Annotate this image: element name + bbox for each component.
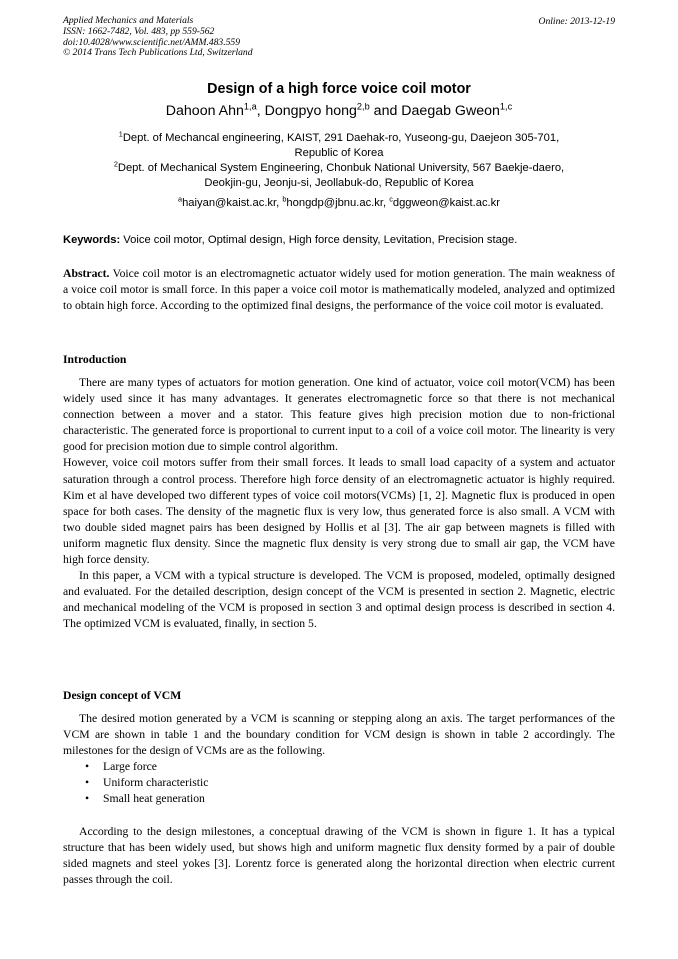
- email-address[interactable]: hongdp@jbnu.ac.kr: [286, 197, 383, 209]
- affiliation-sup: 1: [118, 129, 123, 139]
- online-date: Online: 2013-12-19: [538, 16, 615, 27]
- milestone-list: [63, 759, 615, 807]
- author-list: [0, 103, 678, 119]
- affiliation-2: [63, 161, 615, 191]
- abstract: [63, 266, 615, 314]
- introduction-body: [63, 375, 615, 633]
- affiliation-line: Dept. of Mechanical System Engineering, Chonbuk National University, 567 Baekje-daero,: [117, 162, 565, 174]
- journal-copyright: © 2014 Trans Tech Publications Ltd, Switzerland: [63, 47, 253, 59]
- email-address[interactable]: haiyan@kaist.ac.kr: [182, 197, 277, 209]
- list-item: • Small heat generation: [63, 791, 615, 807]
- keywords: [63, 234, 615, 246]
- affiliation-line: Dept. of Mechancal engineering, KAIST, 291 Daehak-ro, Yuseong-gu, Daejeon 305-701,: [122, 132, 560, 144]
- journal-doi[interactable]: doi:10.4028/www.scientific.net/AMM.483.559: [63, 36, 241, 48]
- paper-title: Design of a high force voice coil motor: [207, 81, 471, 97]
- design-concept-body-2: [63, 824, 615, 888]
- email-sup: a: [178, 194, 183, 204]
- email-sup: b: [282, 194, 287, 204]
- journal-header: [63, 16, 253, 59]
- list-item: • Large force: [63, 759, 615, 775]
- keywords-text: Voice coil motor, Optimal design, High force density, Levitation, Precision stage.: [120, 234, 518, 246]
- author-name: Dongpyo hong: [264, 103, 357, 119]
- email-separator: ,: [276, 197, 283, 209]
- author-name: Dahoon Ahn: [165, 103, 244, 119]
- abstract-label: Abstract.: [63, 267, 110, 280]
- author-separator: ,: [256, 103, 265, 119]
- design-concept-body: [63, 711, 615, 808]
- author-separator: and: [369, 103, 402, 119]
- paragraph: However, voice coil motors suffer from their small forces. It leads to small load capacity of a system and actuator saturation through a control process. Therefore high force density of an electromagnetic actuator is highly required. Kim et al have developed two different types of voice coil motors(VCMs) [1, 2]. Magnetic flux is produced in open space for both cases. The density of the magnetic flux is very low, thus generated force is also small. A VCM with two double sided magnet pairs has been designed by Hollis et al [3]. The air gap between magnets is filled with uniform magnetic flux density. Since the magnetic flux density is very strong due to small air gap, the VCM have high force density.: [63, 456, 615, 567]
- author-name: Daegab Gweon: [401, 103, 500, 119]
- email-list: [0, 194, 678, 209]
- section-heading-introduction: Introduction: [63, 353, 127, 366]
- list-item: • Uniform characteristic: [63, 775, 615, 791]
- paragraph: In this paper, a VCM with a typical structure is developed. The VCM is proposed, modeled, optimally designed and evaluated. For the detailed description, design concept of the VCM is presented in section 2. Magnetic, electric and mechanical modeling of the VCM is proposed in section 3 and optimal design process is described in section 4. The optimized VCM is evaluated, finally, in section 5.: [63, 569, 615, 631]
- email-sup: c: [389, 194, 393, 204]
- email-address[interactable]: dggweon@kaist.ac.kr: [392, 197, 500, 209]
- affiliation-line: Republic of Korea: [294, 147, 384, 159]
- affiliation-line: Deokjin-gu, Jeonju-si, Jeollabuk-do, Republic of Korea: [204, 177, 474, 189]
- paragraph: The desired motion generated by a VCM is scanning or stepping along an axis. The target performances of the VCM are shown in table 1 and the boundary condition for VCM design is shown in table 2 accordingly. The milestones for the design of VCMs are as the following.: [63, 712, 615, 758]
- author-sup: 2,b: [356, 101, 370, 112]
- paragraph: According to the design milestones, a conceptual drawing of the VCM is shown in figure 1. It has a typical structure that has been widely used, but shows high and uniform magnetic flux density formed by a pair of double sided magnets and steel yokes [3]. Lorentz force is generated along the horizontal direction when electric current passes through the coil.: [63, 825, 615, 887]
- journal-name: Applied Mechanics and Materials: [63, 15, 194, 26]
- affiliation-1: [63, 131, 615, 161]
- email-separator: ,: [382, 197, 390, 209]
- abstract-text: Voice coil motor is an electromagnetic actuator widely used for motion generation. The main weakness of a voice coil motor is small force. In this paper a voice coil motor is mathematically modeled, analyzed and optimized to obtain high force. According to the optimized final designs, the performance of the voice coil motor is evaluated.: [63, 267, 615, 313]
- affiliation-sup: 2: [113, 159, 118, 169]
- author-sup: 1,c: [499, 101, 513, 112]
- author-sup: 1,a: [243, 101, 257, 112]
- paragraph: There are many types of actuators for motion generation. One kind of actuator, voice coil motor(VCM) has been widely used since it has many advantages. It generates electromagnetic force so that there is not mechanical connection between a mover and a stator. This feature gives high precision motion due to non-frictional characteristic. The generated force is proportional to current input to a coil of a voice coil motor. The linearity is very good for precision motion due to simple control algorithm.: [63, 376, 615, 454]
- keywords-label: Keywords:: [63, 234, 121, 246]
- journal-issn: ISSN: 1662-7482, Vol. 483, pp 559-562: [63, 25, 215, 37]
- section-heading-design-concept: Design concept of VCM: [63, 689, 182, 702]
